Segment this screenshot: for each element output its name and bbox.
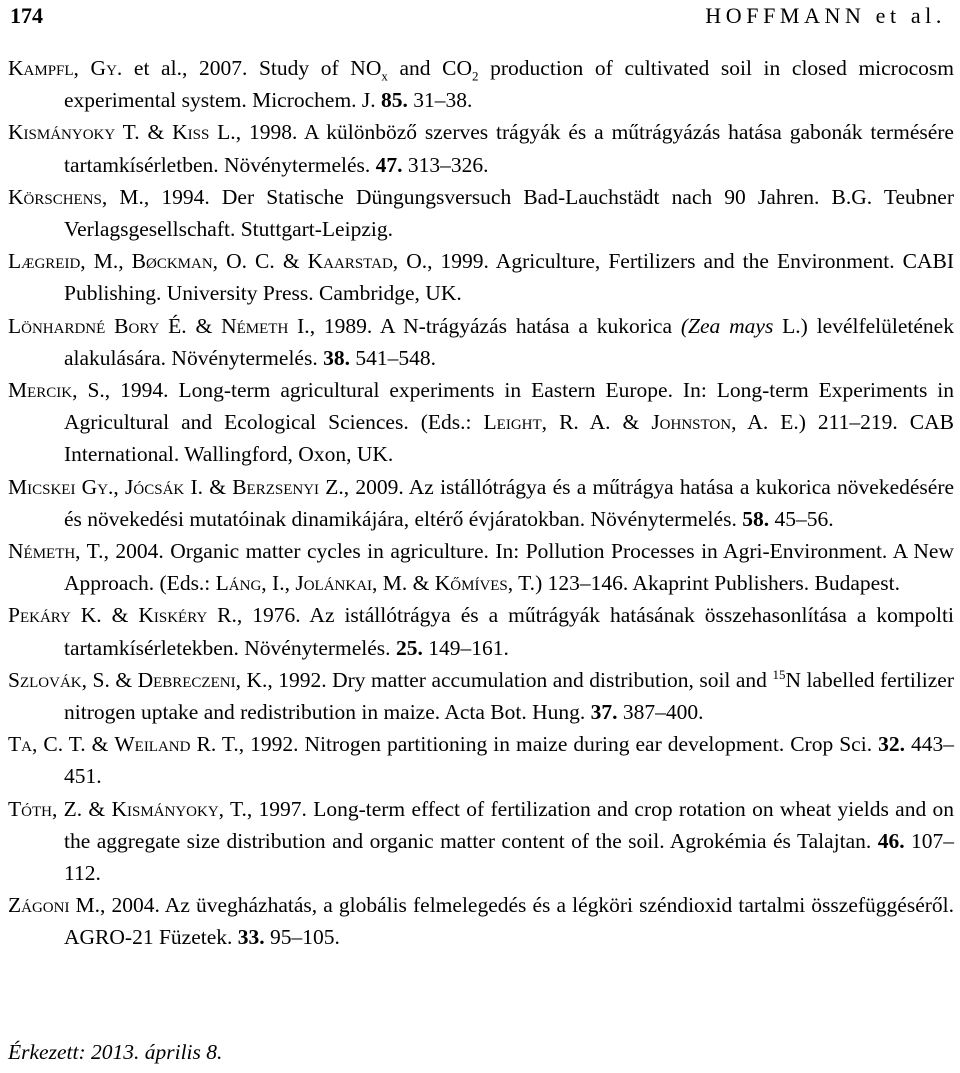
volume-number: 47. <box>375 152 403 177</box>
author-name: Micskei Gy. <box>8 474 114 499</box>
reference-entry <box>8 728 954 792</box>
reference-text: 541–548. <box>349 345 436 370</box>
author-name: Jolánkai, M. <box>295 571 408 596</box>
volume-number: 25. <box>395 635 423 660</box>
author-name: Leight, R. A. <box>483 410 611 435</box>
page-number: 174 <box>10 3 43 28</box>
reference-entry <box>8 471 954 535</box>
reference-entry <box>8 116 954 180</box>
author-name: Kiss L. <box>172 120 236 145</box>
reference-text: 387–400. <box>617 700 704 725</box>
volume-number: 32. <box>878 732 905 757</box>
volume-number: 85. <box>381 88 408 113</box>
reference-entry <box>8 664 954 728</box>
volume-number: 46. <box>877 828 905 853</box>
subscript: 2 <box>472 68 479 84</box>
reference-text: , <box>113 474 126 499</box>
reference-text: , 1994. Der Statische Düngungsversuch Bad-Lauchstädt nach 90 Jahren. B.G. Teubner Verlagsgesellschaft. Stuttgart-Leipzig. <box>64 184 954 242</box>
author-name: Kőmíves, T. <box>434 571 536 596</box>
reference-text: , 1989. A N-trágyázás hatása a kukorica <box>309 313 681 338</box>
reference-text: & <box>82 796 112 821</box>
reference-text: and CO <box>387 56 473 80</box>
running-title: HOFFMANN et al. <box>705 3 946 28</box>
reference-text: , 2004. Organic matter cycles in agriculture. In: Pollution Processes in Agri-Environment. A New Approach. (Eds.: <box>64 539 954 596</box>
reference-text: 45–56. <box>769 506 834 531</box>
reference-entry <box>8 374 954 471</box>
reference-text: , 2004. Az üvegházhatás, a globális felmelegedés és a légköri széndioxid tartalmi összefüggéséről. AGRO-21 Füzetek. <box>64 893 954 950</box>
reference-text: & <box>203 474 233 499</box>
reference-text: 31–38. <box>407 88 473 113</box>
reference-text: 149–161. <box>422 635 509 660</box>
reference-text: N labelled fertilizer nitrogen uptake and redistribution in maize. Acta Bot. Hung. <box>64 667 955 725</box>
author-name: Bøckman, O. C. <box>131 249 275 274</box>
author-name: Johnston, A. E. <box>651 410 799 435</box>
reference-text: production of cultivated soil in closed microcosm experimental system. Microchem. J. <box>64 56 954 113</box>
italic-text: (Zea mays <box>680 313 774 338</box>
received-date: Érkezett: 2013. április 8. <box>8 1040 223 1064</box>
author-name: Kaarstad, O. <box>307 249 428 274</box>
reference-text: & <box>274 249 308 274</box>
superscript: 15 <box>772 666 786 682</box>
reference-entry <box>8 889 954 953</box>
reference-text: et al., 2007. Study of NO <box>122 56 382 80</box>
reference-text: ) 123–146. Akaprint Publishers. Budapest. <box>535 571 900 596</box>
reference-text: & <box>109 667 138 692</box>
author-name: Lægreid, M. <box>8 249 119 274</box>
reference-list <box>8 52 954 954</box>
reference-text: & <box>610 410 652 435</box>
reference-text: & <box>139 120 173 145</box>
author-name: Ta, C. T. <box>8 732 86 757</box>
author-name: Kampfl, Gy. <box>8 56 123 80</box>
author-name: Szlovák, S. <box>8 667 110 692</box>
author-name: Kismányoky T. <box>8 120 140 145</box>
reference-text: & <box>407 571 435 596</box>
reference-text: , 1976. Az istállótrágya és a műtrágyák hatásának összehasonlítása a kompolti tartamkísérletekben. Növénytermelés. <box>64 603 954 660</box>
reference-entry <box>8 181 954 245</box>
author-name: Láng, I. <box>215 571 285 596</box>
subscript: x <box>381 68 388 84</box>
author-name: Weiland R. T. <box>114 732 239 757</box>
reference-text: & <box>85 732 115 757</box>
reference-entry <box>8 535 954 599</box>
author-name: Lönhardné Bory É. <box>8 313 187 338</box>
author-name: Körschens, M. <box>8 184 144 209</box>
reference-entry <box>8 310 954 374</box>
reference-text: 443–451. <box>64 732 954 789</box>
reference-text: , 2009. Az istállótrágya és a műtrágya hatása a kukorica növekedésére és növekedési mutatóinak dinamikájára, eltérő évjáratokban. Növénytermelés. <box>64 474 955 531</box>
reference-entry <box>8 599 954 663</box>
volume-number: 58. <box>742 506 770 531</box>
reference-text: , 1992. Dry matter accumulation and distribution, soil and <box>267 667 773 692</box>
reference-text: L.) levélfelületének alakulására. Növénytermelés. <box>64 313 954 370</box>
reference-text: , 1998. A különböző szerves trágyák és a műtrágyázás hatása gabonák termésére tartamkísérletben. Növénytermelés. <box>64 120 954 177</box>
reference-text: & <box>101 603 139 628</box>
author-name: Mercik, S. <box>8 378 105 403</box>
author-name: Debreczeni, K. <box>137 667 268 692</box>
volume-number: 33. <box>237 925 265 950</box>
author-name: Pekáry K. <box>8 603 102 628</box>
running-header <box>10 2 946 30</box>
reference-text: ) 211–219. CAB International. Wallingford, Oxon, UK. <box>64 410 954 467</box>
author-name: Kiskéry R. <box>138 603 237 628</box>
reference-text: , 1992. Nitrogen partitioning in maize during ear development. Crop Sci. <box>238 732 879 757</box>
reference-entry <box>8 793 954 890</box>
reference-text: , 1999. Agriculture, Fertilizers and the Environment. CABI Publishing. University Press. Cambridge, UK. <box>64 249 955 306</box>
author-name: Jócsák I. <box>125 474 204 499</box>
author-name: Németh, T. <box>8 539 104 564</box>
reference-text: 313–326. <box>402 152 489 177</box>
reference-text: 95–105. <box>264 925 340 950</box>
reference-text: 107–112. <box>64 828 955 886</box>
reference-text: & <box>186 313 222 338</box>
reference-text: , 1997. Long-term effect of fertilization and crop rotation on wheat yields and on the aggregate size distribution and organic matter content of the soil. Agrokémia és Talajtan. <box>64 796 954 853</box>
author-name: Berzsenyi Z. <box>232 474 344 499</box>
author-name: Németh I. <box>221 313 310 338</box>
volume-number: 38. <box>323 345 350 370</box>
reference-entry <box>8 245 954 309</box>
reference-text: , <box>284 571 296 596</box>
reference-text: , 1994. Long-term agricultural experiments in Eastern Europe. In: Long-term Experiments in Agricultural and Ecological Sciences. (Eds.: <box>64 378 954 435</box>
reference-entry <box>8 52 954 116</box>
reference-text: , <box>118 249 132 274</box>
author-name: Zágoni M. <box>8 893 101 918</box>
author-name: Tóth, Z. <box>8 796 83 821</box>
volume-number: 37. <box>590 700 618 725</box>
author-name: Kismányoky, T. <box>111 796 247 821</box>
